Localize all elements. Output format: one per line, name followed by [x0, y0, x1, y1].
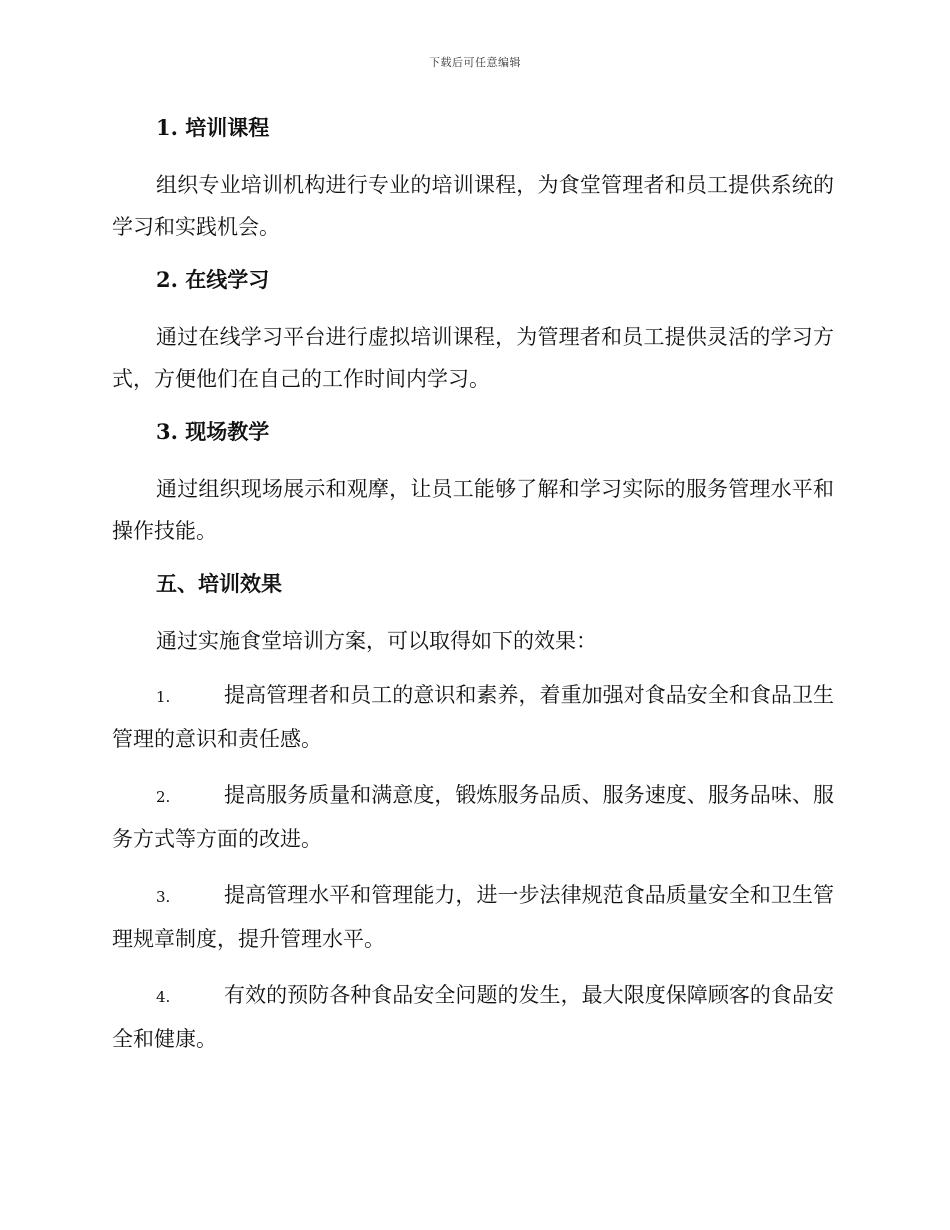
section-heading-onsite-teaching: 3. 现场教学 — [156, 419, 270, 444]
page-header: 下载后可任意编辑 — [429, 56, 521, 69]
effect-item-text: 提高服务质量和满意度，锻炼服务品质、服务速度、服务品味、服务方式等方面的改进。 — [112, 783, 834, 851]
effect-item-text: 提高管理水平和管理能力，进一步法律规范食品质量安全和卫生管理规章制度，提升管理水平。 — [112, 883, 834, 951]
effect-item — [112, 974, 834, 1060]
effect-item — [112, 774, 834, 860]
effect-item-text: 提高管理者和员工的意识和素养，着重加强对食品安全和食品卫生管理的意识和责任感。 — [112, 683, 834, 751]
document-body — [112, 108, 834, 1074]
effect-item — [112, 874, 834, 960]
section-heading-training-effects: 五、培训效果 — [156, 571, 282, 596]
section-body-training-course: 组织专业培训机构进行专业的培训课程，为食堂管理者和员工提供系统的学习和实践机会。 — [112, 173, 834, 239]
effects-intro: 通过实施食堂培训方案，可以取得如下的效果： — [156, 629, 597, 653]
effect-item — [112, 674, 834, 760]
section-heading-online-learning: 2. 在线学习 — [156, 267, 270, 292]
effect-item-number: 1. — [156, 688, 171, 706]
effect-item-text: 有效的预防各种食品安全问题的发生，最大限度保障顾客的食品安全和健康。 — [112, 983, 834, 1051]
effect-item-number: 2. — [156, 788, 171, 806]
effect-item-number: 3. — [156, 888, 171, 906]
effect-item-number: 4. — [156, 988, 171, 1006]
section-body-onsite-teaching: 通过组织现场展示和观摩，让员工能够了解和学习实际的服务管理水平和操作技能。 — [112, 477, 834, 543]
section-body-online-learning: 通过在线学习平台进行虚拟培训课程，为管理者和员工提供灵活的学习方式，方便他们在自己的工作时间内学习。 — [112, 325, 834, 391]
section-heading-training-course: 1. 培训课程 — [156, 115, 270, 140]
